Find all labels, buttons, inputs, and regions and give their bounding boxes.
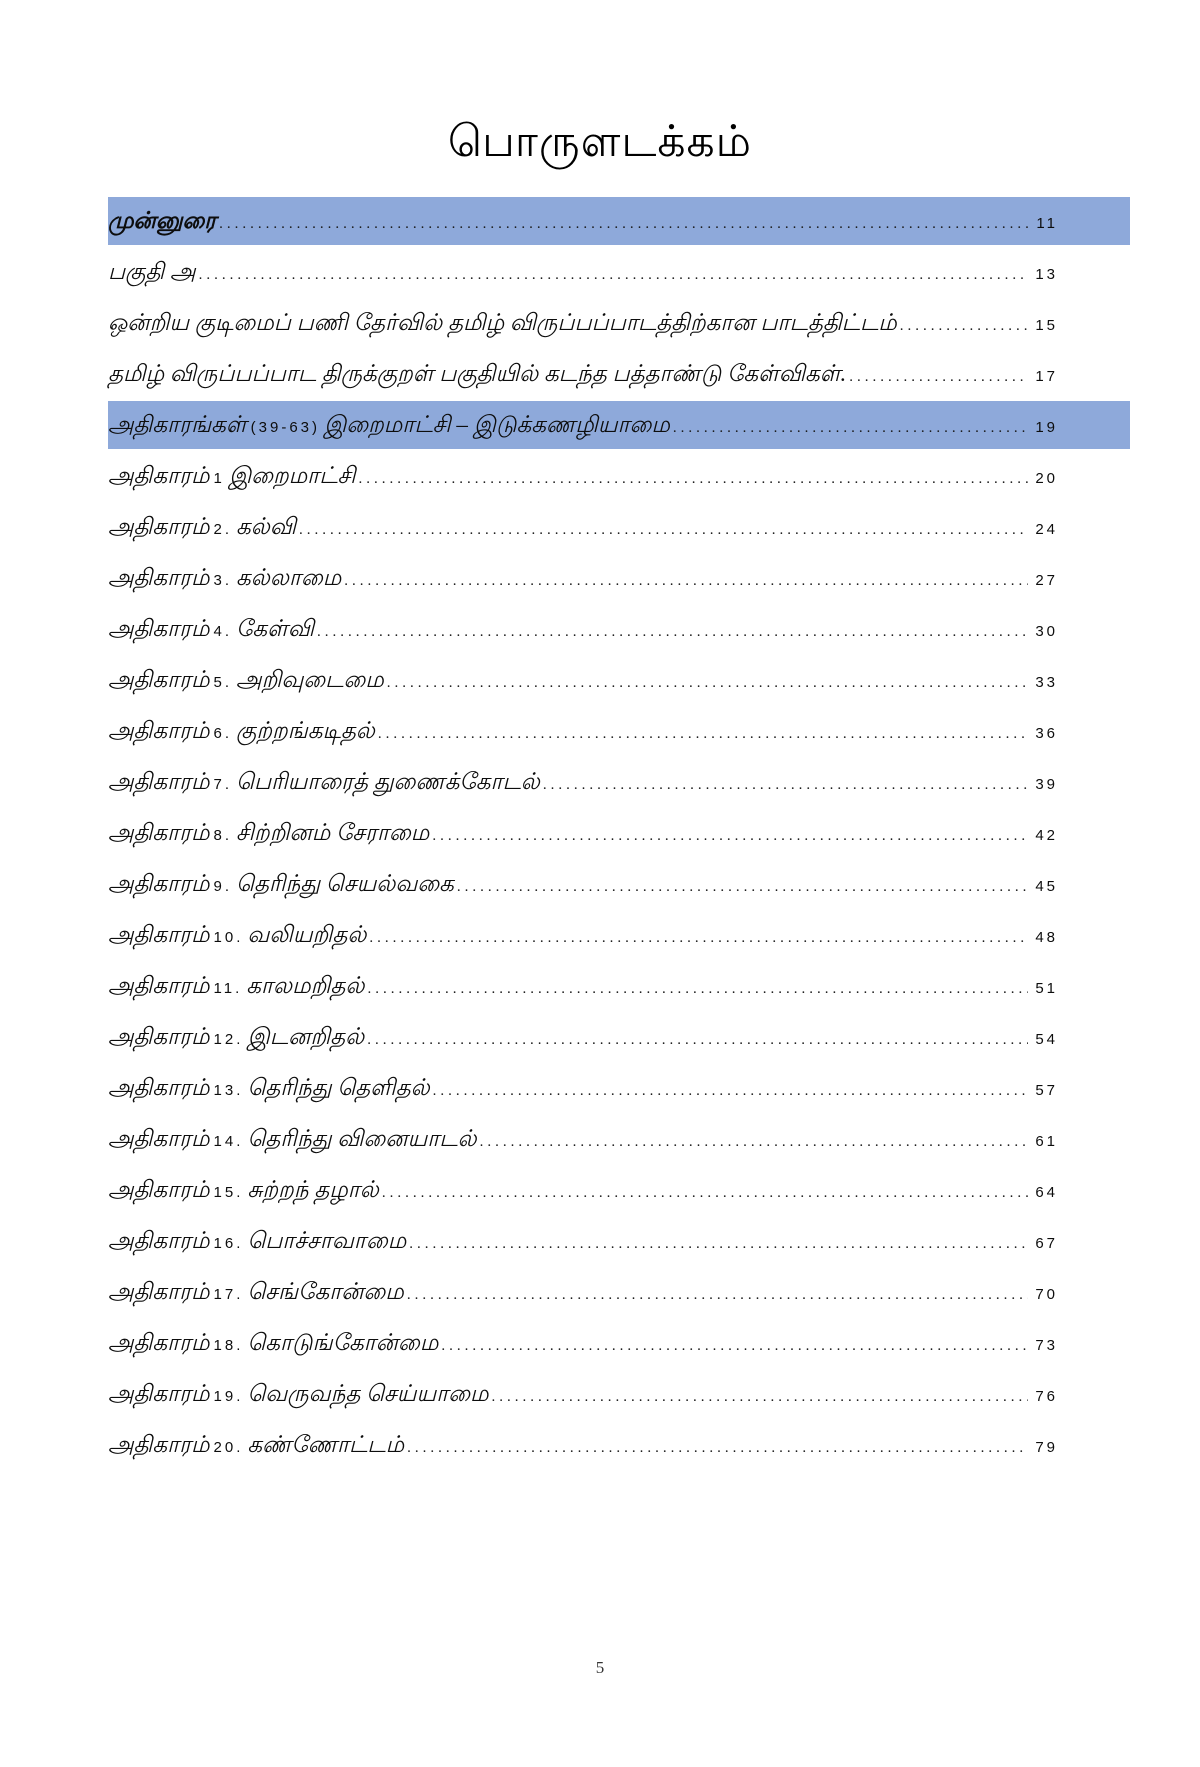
toc-entry-title: கல்வி bbox=[236, 514, 297, 539]
toc-page-number: 48 bbox=[1035, 929, 1058, 946]
toc-entry-label: அதிகாரம் bbox=[108, 871, 210, 896]
toc-page-number: 45 bbox=[1035, 878, 1058, 895]
toc-entry[interactable] bbox=[108, 1064, 1130, 1112]
toc-entry-title: வலியறிதல் bbox=[247, 922, 367, 947]
toc-entry[interactable] bbox=[108, 1217, 1130, 1265]
toc-entry[interactable] bbox=[108, 452, 1130, 500]
toc-entry-title: சிற்றினம் சேராமை bbox=[236, 820, 430, 845]
toc-entry-label: அதிகாரம் bbox=[108, 1075, 210, 1100]
toc-entry-label: அதிகாரம் bbox=[108, 1177, 210, 1202]
toc-page-number: 20 bbox=[1035, 470, 1058, 487]
toc-entry-label: அதிகாரம் bbox=[108, 565, 210, 590]
toc-entry-title: பொச்சாவாமை bbox=[247, 1228, 407, 1253]
toc-entry-title: தெரிந்து தெளிதல் bbox=[247, 1075, 430, 1100]
toc-page-number: 79 bbox=[1035, 1439, 1058, 1456]
toc-entry-label: அதிகாரம் bbox=[108, 922, 210, 947]
toc-entry[interactable] bbox=[108, 1268, 1130, 1316]
toc-page-number: 17 bbox=[1035, 368, 1058, 385]
toc-entry-title: செங்கோன்மை bbox=[247, 1279, 404, 1304]
toc-entry-number: 20. bbox=[213, 1439, 244, 1456]
toc-entry-number: 8. bbox=[213, 827, 233, 844]
toc-entry-label: ஒன்றிய குடிமைப் பணி தேர்வில் தமிழ் விருப்பப்பாடத்திற்கான பாடத்திட்டம் bbox=[108, 310, 897, 335]
toc-entry-number: 15. bbox=[213, 1184, 244, 1201]
toc-entry[interactable] bbox=[108, 197, 1130, 245]
toc-entry-title: கேள்வி bbox=[236, 616, 315, 641]
toc-page-number: 39 bbox=[1035, 776, 1058, 793]
toc-page-number: 24 bbox=[1035, 521, 1058, 538]
toc-entry[interactable] bbox=[108, 860, 1130, 908]
toc-page-number: 19 bbox=[1035, 419, 1058, 436]
toc-leader-dots bbox=[409, 1220, 1028, 1268]
toc-entry-label: அதிகாரம் bbox=[108, 973, 210, 998]
toc-entry-label: அதிகாரம் bbox=[108, 463, 210, 488]
toc-entry-number: 4. bbox=[213, 623, 233, 640]
toc-entry[interactable] bbox=[108, 1013, 1130, 1061]
toc-entry-number: 6. bbox=[213, 725, 233, 742]
toc-leader-dots bbox=[543, 761, 1028, 809]
toc-leader-dots bbox=[369, 914, 1028, 962]
toc-entry-number: 1 bbox=[213, 470, 225, 487]
toc-leader-dots bbox=[457, 863, 1028, 911]
toc-entry-number: 14. bbox=[213, 1133, 244, 1150]
toc-leader-dots bbox=[480, 1118, 1029, 1166]
toc-page-number: 30 bbox=[1035, 623, 1058, 640]
toc-page-number: 61 bbox=[1035, 1133, 1058, 1150]
toc-page-number: 73 bbox=[1035, 1337, 1058, 1354]
toc-leader-dots bbox=[432, 812, 1028, 860]
toc-entry-label: அதிகாரம் bbox=[108, 1126, 210, 1151]
toc-leader-dots bbox=[367, 965, 1028, 1013]
toc-entry-label: அதிகாரம் bbox=[108, 1024, 210, 1049]
toc-leader-dots bbox=[359, 455, 1029, 503]
toc-entry-title: சுற்றந் தழால் bbox=[247, 1177, 379, 1202]
toc-leader-dots bbox=[367, 1016, 1028, 1064]
toc-entry-label: பகுதி அ bbox=[108, 259, 196, 284]
toc-entry-number: 12. bbox=[213, 1031, 244, 1048]
toc-page-number: 33 bbox=[1035, 674, 1058, 691]
toc-entry-label: அதிகாரம் bbox=[108, 820, 210, 845]
toc-entry[interactable] bbox=[108, 707, 1130, 755]
toc-entry-number: 18. bbox=[213, 1337, 244, 1354]
toc-entry-title: இடனறிதல் bbox=[247, 1024, 365, 1049]
toc-page-number: 36 bbox=[1035, 725, 1058, 742]
toc-entry-number: 7. bbox=[213, 776, 233, 793]
toc-entry[interactable] bbox=[108, 605, 1130, 653]
toc-entry[interactable] bbox=[108, 248, 1130, 296]
toc-entry-label: அதிகாரம் bbox=[108, 1228, 210, 1253]
toc-entry-title: கொடுங்கோன்மை bbox=[247, 1330, 439, 1355]
toc-leader-dots bbox=[344, 557, 1028, 605]
toc-entry-title: வெருவந்த செய்யாமை bbox=[247, 1381, 489, 1406]
toc-entry[interactable] bbox=[108, 350, 1130, 398]
toc-page-number: 70 bbox=[1035, 1286, 1058, 1303]
toc-leader-dots bbox=[382, 1169, 1029, 1217]
toc-leader-dots bbox=[900, 302, 1029, 350]
toc-entry-number: 19. bbox=[213, 1388, 244, 1405]
toc-leader-dots bbox=[849, 353, 1028, 401]
toc-page-number: 11 bbox=[1036, 215, 1058, 232]
toc-entry-title: பெரியாரைத் துணைக்கோடல் bbox=[236, 769, 540, 794]
toc-entry-label: அதிகாரம் bbox=[108, 1381, 210, 1406]
toc-leader-dots bbox=[199, 251, 1029, 299]
toc-page-number: 13 bbox=[1035, 266, 1058, 283]
toc-entry-title: இறைமாட்சி bbox=[228, 463, 356, 488]
toc-entry-title: கண்ணோட்டம் bbox=[247, 1432, 405, 1457]
toc-leader-dots bbox=[387, 659, 1029, 707]
toc-entry-label: அதிகாரம் bbox=[108, 1432, 210, 1457]
toc-leader-dots bbox=[317, 608, 1028, 656]
toc-leader-dots bbox=[407, 1424, 1028, 1472]
toc-entry-title: குற்றங்கடிதல் bbox=[236, 718, 375, 743]
footer-page-number: 5 bbox=[595, 1658, 605, 1677]
toc-entry[interactable] bbox=[108, 962, 1130, 1010]
table-of-contents bbox=[108, 197, 1130, 1469]
toc-page-number: 54 bbox=[1035, 1031, 1058, 1048]
toc-entry-number: 17. bbox=[213, 1286, 244, 1303]
toc-leader-dots bbox=[673, 404, 1028, 452]
toc-entry[interactable] bbox=[108, 1115, 1130, 1163]
toc-entry-label: அதிகாரம் bbox=[108, 616, 210, 641]
toc-entry[interactable] bbox=[108, 401, 1130, 449]
toc-leader-dots bbox=[378, 710, 1028, 758]
toc-entry-title: அறிவுடைமை bbox=[236, 667, 384, 692]
toc-leader-dots bbox=[299, 506, 1028, 554]
toc-entry-number: 13. bbox=[213, 1082, 244, 1099]
toc-entry-label: அதிகாரம் bbox=[108, 769, 210, 794]
toc-entry[interactable] bbox=[108, 1421, 1130, 1469]
toc-leader-dots bbox=[219, 200, 1029, 248]
toc-page-number: 57 bbox=[1035, 1082, 1058, 1099]
toc-entry-label: அதிகாரம் bbox=[108, 1279, 210, 1304]
toc-page-number: 51 bbox=[1035, 980, 1058, 997]
toc-entry-label: அதிகாரங்கள் bbox=[108, 412, 247, 437]
toc-entry[interactable] bbox=[108, 1319, 1130, 1367]
page-title: பொருளடக்கம் bbox=[447, 117, 753, 166]
toc-entry-label: முன்னுரை bbox=[108, 208, 217, 233]
toc-entry-number: 10. bbox=[213, 929, 244, 946]
toc-entry[interactable] bbox=[108, 758, 1130, 806]
toc-entry[interactable] bbox=[108, 1370, 1130, 1418]
toc-entry-title: இறைமாட்சி – இடுக்கணழியாமை bbox=[324, 412, 670, 437]
toc-entry-number: 2. bbox=[213, 521, 233, 538]
toc-entry[interactable] bbox=[108, 554, 1130, 602]
toc-leader-dots bbox=[407, 1271, 1029, 1319]
toc-entry-number: (39-63) bbox=[250, 419, 320, 436]
toc-leader-dots bbox=[492, 1373, 1029, 1421]
toc-entry-title: காலமறிதல் bbox=[246, 973, 365, 998]
toc-entry-title: தெரிந்து வினையாடல் bbox=[247, 1126, 477, 1151]
toc-entry-title: தெரிந்து செயல்வகை bbox=[236, 871, 454, 896]
toc-page-number: 64 bbox=[1035, 1184, 1058, 1201]
toc-entry-label: தமிழ் விருப்பப்பாட திருக்குறள் பகுதியில் கடந்த பத்தாண்டு கேள்விகள். bbox=[108, 361, 847, 386]
toc-entry-label: அதிகாரம் bbox=[108, 1330, 210, 1355]
toc-page-number: 15 bbox=[1035, 317, 1058, 334]
toc-entry-label: அதிகாரம் bbox=[108, 514, 210, 539]
toc-leader-dots bbox=[441, 1322, 1028, 1370]
toc-entry[interactable] bbox=[108, 503, 1130, 551]
toc-page-number: 76 bbox=[1035, 1388, 1058, 1405]
toc-entry-number: 3. bbox=[213, 572, 233, 589]
toc-entry-label: அதிகாரம் bbox=[108, 718, 210, 743]
toc-page-number: 67 bbox=[1035, 1235, 1058, 1252]
toc-entry[interactable] bbox=[108, 656, 1130, 704]
toc-entry-number: 9. bbox=[213, 878, 233, 895]
toc-leader-dots bbox=[433, 1067, 1029, 1115]
toc-entry-number: 5. bbox=[213, 674, 233, 691]
toc-entry[interactable] bbox=[108, 299, 1130, 347]
toc-entry[interactable] bbox=[108, 1166, 1130, 1214]
toc-entry-title: கல்லாமை bbox=[236, 565, 342, 590]
toc-entry-label: அதிகாரம் bbox=[108, 667, 210, 692]
toc-entry[interactable] bbox=[108, 911, 1130, 959]
toc-page-number: 27 bbox=[1035, 572, 1058, 589]
toc-entry-number: 16. bbox=[213, 1235, 244, 1252]
toc-page-number: 42 bbox=[1035, 827, 1058, 844]
toc-entry[interactable] bbox=[108, 809, 1130, 857]
toc-entry-number: 11. bbox=[213, 980, 243, 997]
